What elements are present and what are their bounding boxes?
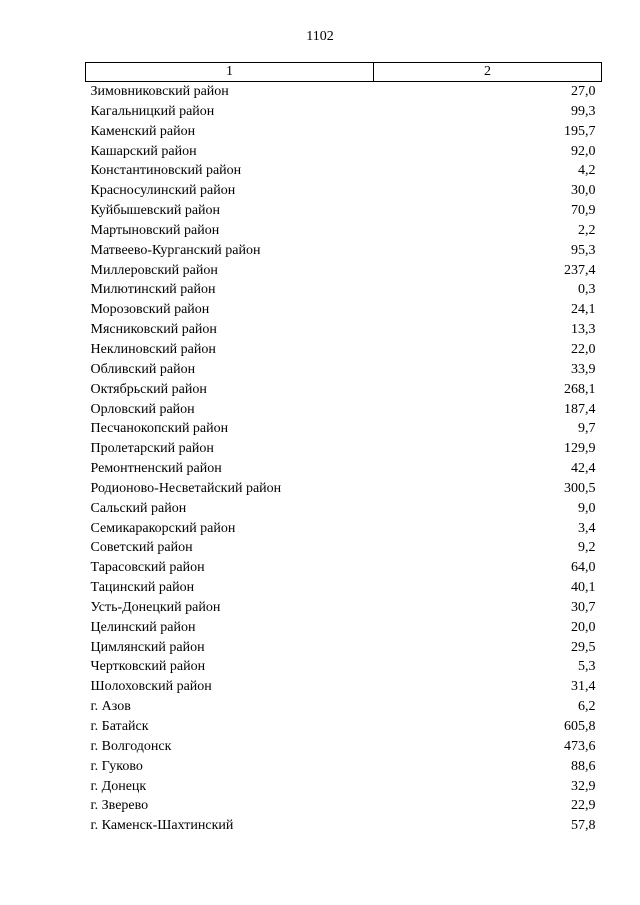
table-row [86,439,602,459]
page-number: 1102 [306,29,334,44]
district-name-cell: Мартыновский район [90,222,220,238]
table-row [86,757,602,777]
value-cell: 24,1 [571,302,596,318]
table-row [86,796,602,816]
value-cell: 268,1 [564,381,596,397]
value-cell: 300,5 [564,480,596,496]
district-name-cell: Морозовский район [90,302,210,318]
column-header-1: 1 [86,63,374,82]
value-cell: 88,6 [571,758,596,774]
table-row [86,360,602,380]
district-name-cell: Константиновский район [90,163,242,179]
table-row [86,519,602,539]
table-row [86,380,602,400]
district-name-cell: Мясниковский район [90,322,217,338]
value-cell: 92,0 [571,143,596,159]
district-name-cell: Усть-Донецкий район [90,599,221,615]
table-row [86,419,602,439]
value-cell: 3,4 [578,520,596,536]
value-cell: 2,2 [578,222,596,238]
value-cell: 42,4 [571,461,596,477]
table-row [86,261,602,281]
value-cell: 9,2 [578,540,596,556]
table-row [86,677,602,697]
value-cell: 32,9 [571,778,596,794]
district-name-cell: г. Батайск [90,719,149,734]
district-name-cell: Сальский район [90,500,187,516]
district-name-cell: г. Каменск-Шахтинский [90,818,234,834]
table-row [86,558,602,578]
value-cell: 13,3 [571,322,596,338]
value-cell: 129,9 [564,441,596,457]
table-row [86,122,602,142]
table-row [86,142,602,162]
table-row [86,161,602,181]
district-name-cell: г. Азов [90,699,131,715]
value-cell: 9,0 [578,500,596,516]
table-row [86,638,602,658]
district-name-cell: Матвеево-Курганский район [90,242,261,258]
value-cell: 4,2 [578,163,596,179]
value-cell: 22,0 [571,341,596,357]
table-row [86,816,602,836]
value-cell: 187,4 [564,401,596,417]
table-row [86,479,602,499]
district-name-cell: Пролетарский район [90,441,214,457]
district-name-cell: Милютинский район [90,282,216,298]
value-cell: 29,5 [571,639,596,655]
district-name-cell: Тацинский район [90,580,195,596]
district-name-cell: Куйбышевский район [90,203,221,219]
table-row [86,340,602,360]
value-cell: 6,2 [578,699,596,715]
district-name-cell: г. Гуково [90,758,143,774]
table-row [86,538,602,558]
value-cell: 5,3 [578,659,596,675]
district-name-cell: Кашарский район [90,143,197,159]
table-row [86,598,602,618]
value-cell: 30,7 [571,599,596,615]
value-cell: 64,0 [571,560,596,576]
district-name-cell: Орловский район [90,401,195,417]
district-name-cell: Миллеровский район [90,262,218,278]
table-row [86,181,602,201]
table-body [86,82,602,837]
value-cell: 195,7 [564,123,596,139]
table-row [86,697,602,717]
district-name-cell: Каменский район [90,123,196,139]
table-header-row [86,63,602,82]
table-row [86,717,602,737]
table-row [86,201,602,221]
district-name-cell: Цимлянский район [90,639,205,655]
district-name-cell: Ремонтненский район [90,461,222,477]
table-row [86,777,602,797]
table-row [86,221,602,241]
table-row [86,737,602,757]
table-row [86,618,602,638]
value-cell: 237,4 [564,262,596,278]
value-cell: 40,1 [571,580,596,596]
district-name-cell: Кагальницкий район [90,103,215,119]
table-row [86,578,602,598]
district-name-cell: Тарасовский район [90,560,205,576]
district-name-cell: Неклиновский район [90,341,216,357]
value-cell: 70,9 [571,203,596,219]
district-name-cell: Чертковский район [90,659,206,675]
table-row [86,400,602,420]
value-cell: 31,4 [571,679,596,695]
value-cell: 99,3 [571,103,596,119]
value-cell: 27,0 [571,84,596,99]
table-row [86,459,602,479]
district-name-cell: Октябрьский район [90,381,207,397]
table-row [86,300,602,320]
district-name-cell: Красносулинский район [90,183,236,199]
district-name-cell: г. Донецк [90,778,147,794]
district-name-cell: Родионово-Несветайский район [90,480,282,496]
value-cell: 473,6 [564,738,596,754]
district-name-cell: Советский район [90,540,193,556]
value-cell: 0,3 [578,282,596,298]
value-cell: 20,0 [571,619,596,635]
value-cell: 33,9 [571,361,596,377]
value-cell: 30,0 [571,183,596,199]
district-name-cell: г. Зверево [90,798,149,814]
district-name-cell: Зимовниковский район [90,84,229,99]
value-cell: 95,3 [571,242,596,258]
table-row [86,280,602,300]
value-cell: 9,7 [578,421,596,437]
table-row [86,320,602,340]
district-name-cell: Шолоховский район [90,679,212,695]
table-row [86,102,602,122]
district-name-cell: г. Волгодонск [90,738,172,754]
value-cell: 22,9 [571,798,596,814]
table-row [86,499,602,519]
value-cell: 605,8 [564,719,596,734]
column-header-2: 2 [374,63,602,82]
table-row [86,657,602,677]
district-name-cell: Обливский район [90,361,196,377]
value-cell: 57,8 [571,818,596,834]
data-table [85,62,602,836]
district-name-cell: Целинский район [90,619,196,635]
district-name-cell: Песчанокопский район [90,421,229,437]
district-name-cell: Семикаракорский район [90,520,236,536]
table-row [86,241,602,261]
table-row [86,82,602,102]
